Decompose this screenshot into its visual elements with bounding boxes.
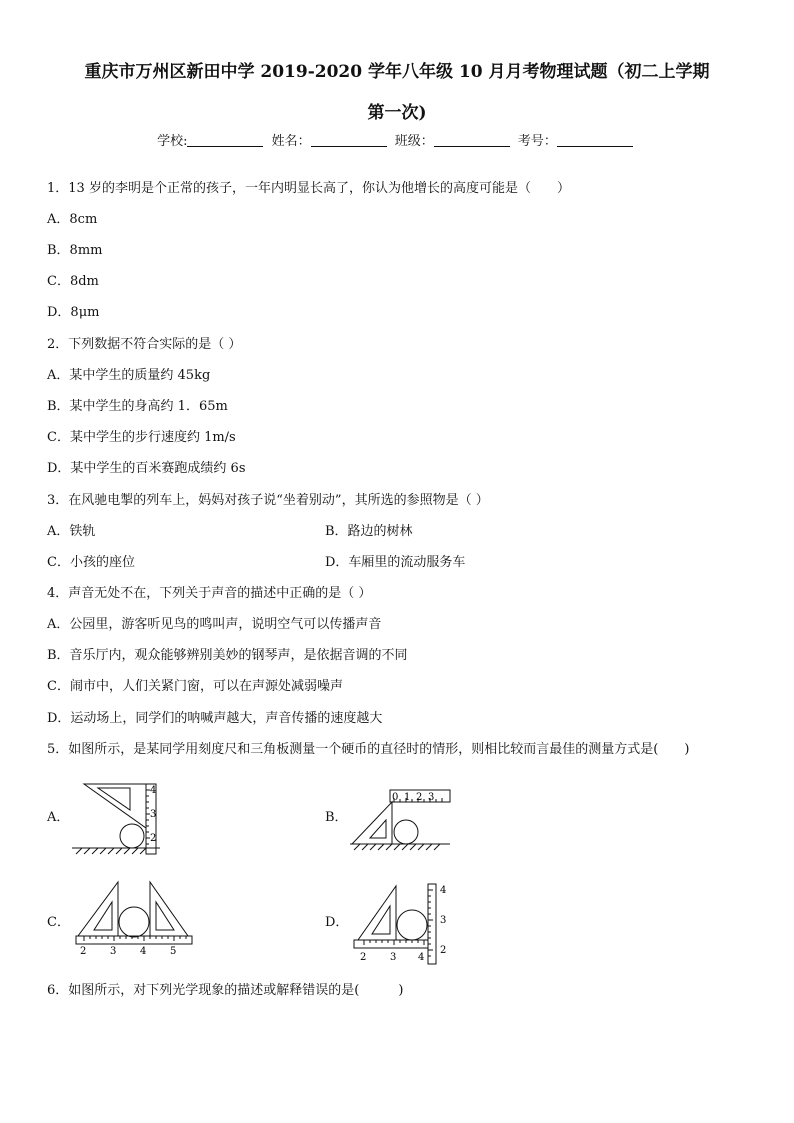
question-2-option-d[interactable]: D．某中学生的百米赛跑成绩约 6s bbox=[47, 461, 246, 476]
tick-label: 3 bbox=[440, 915, 447, 926]
name-label: 姓名： bbox=[271, 134, 311, 149]
coin bbox=[394, 820, 418, 844]
question-3-option-b[interactable]: B．路边的树林 bbox=[325, 524, 413, 539]
question-4-option-b[interactable]: B．音乐厅内，观众能够辨别美妙的钢琴声，是依据音调的不同 bbox=[47, 648, 408, 663]
exam-number-blank[interactable] bbox=[557, 132, 633, 147]
tick-label: 3 bbox=[428, 792, 435, 803]
question-1-option-a[interactable]: A．8cm bbox=[47, 212, 98, 227]
class-label: 班级： bbox=[394, 134, 434, 149]
question-5-option-c[interactable]: C． bbox=[47, 915, 70, 930]
question-4-stem: 4．声音无处不在，下列关于声音的描述中正确的是（ ） bbox=[47, 586, 372, 601]
question-3-option-a[interactable]: A．铁轨 bbox=[47, 524, 96, 539]
exam-title-line2: 第一次) bbox=[367, 103, 427, 123]
ground-hatch bbox=[76, 848, 146, 854]
tick-label: 3 bbox=[150, 809, 157, 820]
name-blank[interactable] bbox=[311, 132, 387, 147]
question-3-option-c[interactable]: C．小孩的座位 bbox=[47, 555, 135, 570]
tick-label: 2 bbox=[80, 946, 87, 957]
question-3-option-d[interactable]: D．车厢里的流动服务车 bbox=[325, 555, 466, 570]
question-1-option-d[interactable]: D．8μm bbox=[47, 305, 100, 320]
question-2-stem: 2．下列数据不符合实际的是（ ） bbox=[47, 337, 242, 352]
coin bbox=[119, 907, 149, 937]
figure-a-diagram bbox=[70, 780, 170, 858]
tick-label: 2 bbox=[440, 945, 447, 956]
question-4-option-c[interactable]: C．闹市中，人们关紧门窗，可以在声源处减弱噪声 bbox=[47, 679, 343, 694]
figure-d-diagram bbox=[352, 880, 462, 964]
question-5-option-b[interactable]: B． bbox=[325, 810, 348, 825]
question-2-option-c[interactable]: C．某中学生的步行速度约 1m/s bbox=[47, 430, 236, 445]
question-6-stem: 6．如图所示，对下列光学现象的描述或解释错误的是( ) bbox=[47, 983, 404, 998]
tick-label: 2 bbox=[150, 833, 157, 844]
class-blank[interactable] bbox=[434, 132, 510, 147]
tick-label: 4 bbox=[418, 952, 425, 963]
ground-hatch bbox=[354, 844, 440, 850]
coin bbox=[397, 910, 427, 940]
set-square bbox=[84, 784, 146, 828]
tick-label: 1 bbox=[404, 792, 411, 803]
ruler-horizontal bbox=[354, 940, 428, 948]
tick-label: 0 bbox=[392, 792, 399, 803]
question-5-option-d[interactable]: D． bbox=[325, 915, 349, 930]
tick-label: 4 bbox=[140, 946, 147, 957]
question-4-option-a[interactable]: A．公园里，游客听见鸟的鸣叫声，说明空气可以传播声音 bbox=[47, 617, 382, 632]
tick-label: 4 bbox=[150, 785, 157, 796]
question-5-stem: 5．如图所示，是某同学用刻度尺和三角板测量一个硬币的直径时的情形，则相比较而言最佳的测量方式是( ) bbox=[47, 742, 690, 757]
question-3-stem: 3．在风驰电掣的列车上，妈妈对孩子说“坐着别动”，其所选的参照物是（ ） bbox=[47, 493, 489, 508]
figure-b-diagram bbox=[346, 786, 456, 856]
exam-number-label: 考号： bbox=[517, 134, 557, 149]
coin bbox=[120, 824, 144, 848]
tick-label: 2 bbox=[416, 792, 423, 803]
school-blank[interactable] bbox=[187, 132, 263, 147]
question-2-option-a[interactable]: A．某中学生的质量约 45kg bbox=[47, 368, 211, 383]
tick-label: 3 bbox=[110, 946, 117, 957]
student-info-fields bbox=[0, 131, 794, 153]
figure-c-diagram bbox=[74, 878, 196, 958]
question-1-option-c[interactable]: C．8dm bbox=[47, 274, 99, 289]
tick-label: 2 bbox=[360, 952, 367, 963]
school-label: 学校: bbox=[157, 134, 188, 149]
tick-label: 4 bbox=[440, 885, 447, 896]
question-4-option-d[interactable]: D．运动场上，同学们的呐喊声越大，声音传播的速度越大 bbox=[47, 711, 383, 726]
question-1-option-b[interactable]: B．8mm bbox=[47, 243, 103, 258]
tick-label: 3 bbox=[390, 952, 397, 963]
question-5-option-a[interactable]: A． bbox=[47, 810, 70, 825]
question-2-option-b[interactable]: B．某中学生的身高约 1．65m bbox=[47, 399, 228, 414]
tick-label: 5 bbox=[170, 946, 177, 957]
exam-title-line1: 重庆市万州区新田中学 2019-2020 学年八年级 10 月月考物理试题（初二上学期 bbox=[84, 62, 710, 82]
question-1-stem: 1．13 岁的李明是个正常的孩子，一年内明显长高了，你认为他增长的高度可能是（ ） bbox=[47, 181, 570, 196]
